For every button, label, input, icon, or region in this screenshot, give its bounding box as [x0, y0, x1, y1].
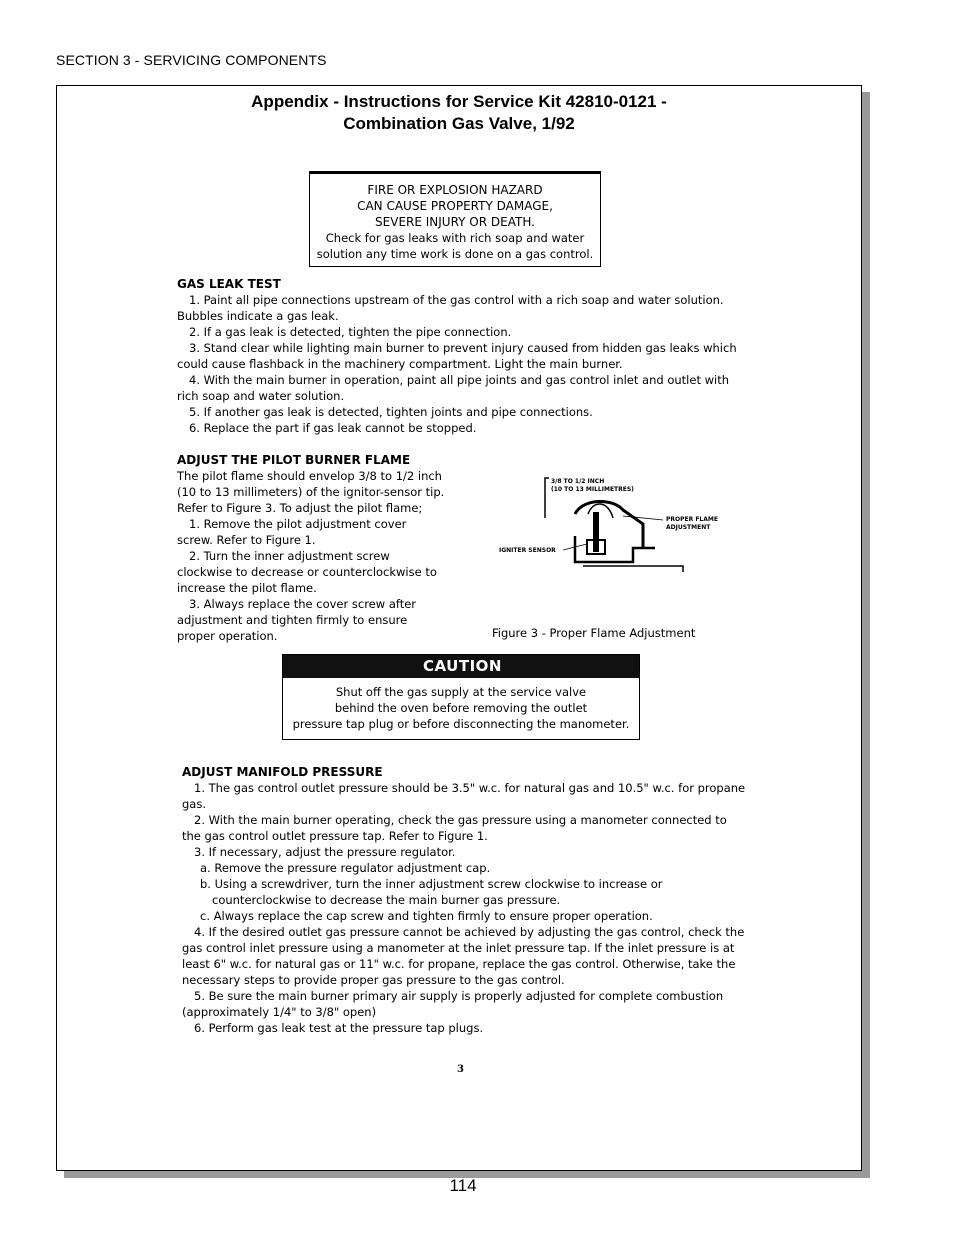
- manifold-item: 6. Perform gas leak test at the pressure tap plugs.: [194, 1021, 484, 1035]
- title-line-2: Combination Gas Valve, 1/92: [343, 114, 575, 133]
- igniter-label: IGNITER SENSOR: [499, 547, 556, 554]
- pilot-item: 3. Always replace the cover screw after adjustment and tighten firmly to ensure proper operation.: [177, 597, 417, 643]
- warning-line-5: solution any time work is done on a gas control.: [316, 247, 594, 261]
- caution-line-3: pressure tap plug or before disconnecting the manometer.: [292, 717, 630, 731]
- gas-leak-item: 5. If another gas leak is detected, tighten joints and pipe connections.: [189, 405, 593, 419]
- flame-outline: [588, 504, 613, 518]
- caution-label: CAUTION: [283, 655, 639, 678]
- caution-line-1: Shut off the gas supply at the service valve: [335, 685, 587, 699]
- manifold-item: 1. The gas control outlet pressure should be 3.5" w.c. for natural gas and 10.5" w.c. for propane gas.: [182, 781, 746, 811]
- warning-line-1: FIRE OR EXPLOSION HAZARD: [367, 183, 543, 197]
- manifold-subitem: a. Remove the pressure regulator adjustment cap.: [200, 861, 491, 875]
- manifold-item: 4. If the desired outlet gas pressure cannot be achieved by adjusting the gas control, check the gas control inlet pressure using a manometer at the inlet pressure tap. If the inlet pressure is at least 6" w.c. for natural gas or 11" w.c. for propane, replace the gas control. Otherwise, take the necessary steps to provide proper gas pressure to the gas control.: [182, 925, 745, 987]
- pilot-item: 2. Turn the inner adjustment screw clockwise to decrease or counterclockwise to increase the pilot flame.: [177, 549, 437, 595]
- figure-caption: Figure 3 - Proper Flame Adjustment: [492, 626, 696, 640]
- pilot-intro: The pilot flame should envelop 3/8 to 1/2 inch (10 to 13 millimeters) of the ignitor-sensor tip. Refer to Figure 3. To adjust the pilot flame;: [177, 469, 445, 515]
- page-number: 114: [449, 1176, 477, 1195]
- gas-leak-item: 2. If a gas leak is detected, tighten the pipe connection.: [189, 325, 512, 339]
- caution-line-2: behind the oven before removing the outlet: [334, 701, 588, 715]
- gas-leak-item: 4. With the main burner in operation, paint all pipe joints and gas control inlet and outlet with rich soap and water solution.: [177, 373, 730, 403]
- manifold-item: 3. If necessary, adjust the pressure regulator.: [194, 845, 456, 859]
- flame-leader: [623, 516, 663, 520]
- warning-line-4: Check for gas leaks with rich soap and water: [325, 231, 585, 245]
- range-bracket: [545, 478, 549, 518]
- flame-label-1: PROPER FLAME: [666, 516, 718, 523]
- title-line-1: Appendix - Instructions for Service Kit 42810-0121 -: [251, 92, 667, 111]
- range-label-1: 3/8 TO 1/2 INCH: [551, 478, 605, 485]
- warning-line-2: CAN CAUSE PROPERTY DAMAGE,: [357, 199, 553, 213]
- manifold-subitem: b. Using a screwdriver, turn the inner adjustment screw clockwise to increase or counterclockwise to decrease the main burner gas pressure.: [200, 877, 663, 907]
- warning-box: [309, 171, 601, 267]
- pilot-section: [177, 452, 445, 644]
- manifold-item: 5. Be sure the main burner primary air supply is properly adjusted for complete combustion (approximately 1/4" to 3/8" open): [182, 989, 724, 1019]
- manifold-heading: ADJUST MANIFOLD PRESSURE: [182, 765, 383, 779]
- inner-page-number: 3: [457, 1064, 464, 1075]
- flame-adjustment-figure: [483, 474, 733, 586]
- igniter-rod: [593, 512, 599, 552]
- section-header: SECTION 3 - SERVICING COMPONENTS: [56, 52, 327, 68]
- pilot-heading: ADJUST THE PILOT BURNER FLAME: [177, 453, 411, 467]
- base-line: [583, 566, 683, 572]
- pilot-item: 1. Remove the pilot adjustment cover screw. Refer to Figure 1.: [177, 517, 407, 547]
- flame-label-2: ADJUSTMENT: [666, 524, 711, 531]
- manifold-item: 2. With the main burner operating, check the gas pressure using a manometer connected to the gas control outlet pressure tap. Refer to Figure 1.: [182, 813, 727, 843]
- page-title: [57, 91, 861, 135]
- manifold-section: [182, 764, 747, 1036]
- range-label-2: (10 TO 13 MILLIMETRES): [551, 486, 634, 493]
- gas-leak-item: 1. Paint all pipe connections upstream of the gas control with a rich soap and water solution. Bubbles indicate a gas leak.: [177, 293, 724, 323]
- caution-box: [282, 654, 640, 740]
- warning-line-3: SEVERE INJURY OR DEATH.: [375, 215, 535, 229]
- gas-leak-item: 3. Stand clear while lighting main burner to prevent injury caused from hidden gas leaks which could cause flashback in the machinery compartment. Light the main burner.: [177, 341, 737, 371]
- gas-leak-section: [177, 276, 747, 436]
- gas-leak-heading: GAS LEAK TEST: [177, 277, 281, 291]
- caution-text: [283, 678, 639, 732]
- appendix-frame: [56, 85, 862, 1171]
- manifold-subitem: c. Always replace the cap screw and tighten firmly to ensure proper operation.: [200, 909, 653, 923]
- gas-leak-item: 6. Replace the part if gas leak cannot be stopped.: [189, 421, 477, 435]
